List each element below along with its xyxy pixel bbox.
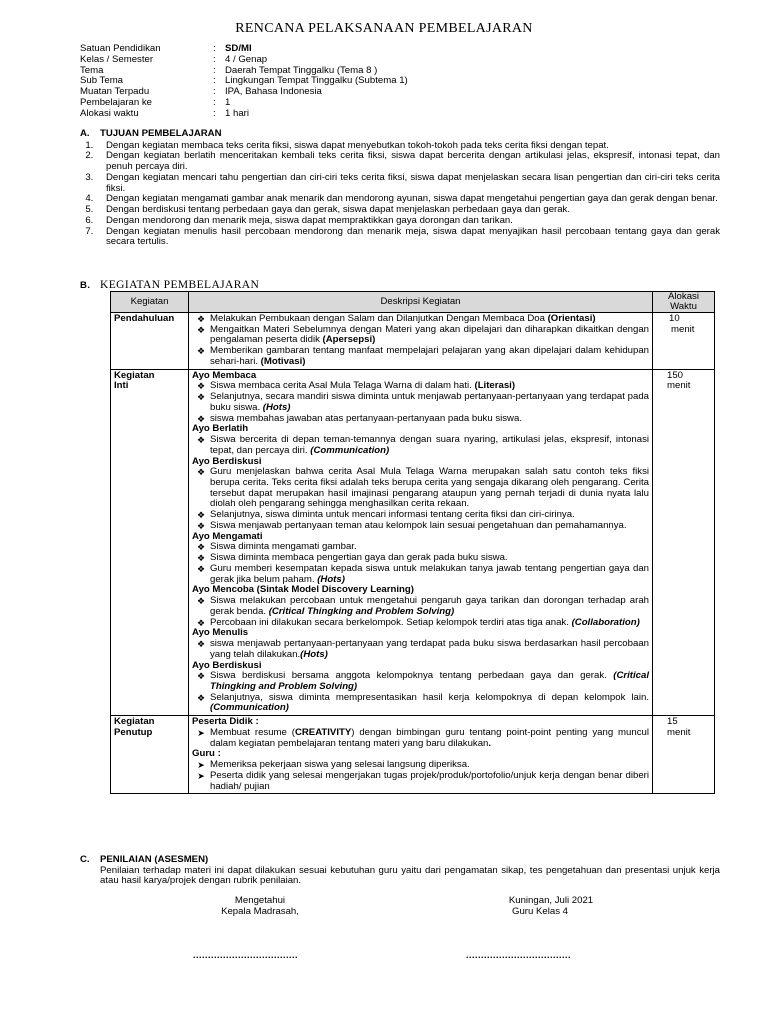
list-item: ❖ Memberikan gambaran tentang manfaat mempelajari pelajaran yang akan dipelajari dalam kehidupan sehari-hari. (Motivasi) (192, 346, 649, 367)
sub-heading: Ayo Mencoba (Sintak Model Discovery Learning) (192, 584, 414, 596)
diamond-bullet-icon: ❖ (196, 413, 206, 424)
diamond-bullet-icon: ❖ (196, 435, 206, 446)
stage-pendahuluan: Pendahuluan (111, 313, 189, 370)
info-value: Lingkungan Tempat Tinggalku (Subtema 1) (225, 75, 408, 87)
diamond-bullet-icon: ❖ (196, 639, 206, 650)
section-b-title: KEGIATAN PEMBELAJARAN (100, 279, 260, 291)
section-c-body: Penilaian terhadap materi ini dapat dilakukan sesuai kebutuhan guru yaitu dari pengamatan sikap, tes pengetahuan dan presentasi unjuk kerja atau hasil karya/projek dengan rubrik penilaian. (100, 864, 720, 887)
list-item: ❖ Siswa diminta mengamati gambar. (192, 542, 649, 553)
info-value: Daerah Tempat Tinggalku (Tema 8 ) (225, 64, 378, 76)
document-title: RENCANA PELAKSANAAN PEMBELAJARAN (235, 21, 533, 36)
activity-table (110, 291, 715, 794)
goal-number: 7. (80, 225, 94, 237)
info-label: Pembelajaran ke (80, 96, 152, 108)
desc-pendahuluan (189, 313, 653, 370)
goal-text: Dengan kegiatan menulis hasil percobaan mendorong dan menarik meja, siswa dapat menyajikan hasil percobaan tentang gaya dan gerak secara tertulis. (106, 225, 720, 248)
list-item: ➤ Peserta didik yang selesai mengerjakan tugas projek/produk/portofolio/unjuk kerja dengan benar diberi hadiah/ pujian (192, 771, 649, 792)
section-c-letter: C. (80, 854, 90, 865)
arrowhead-bullet-icon: ➤ (197, 770, 205, 781)
section-a-title: TUJUAN PEMBELAJARAN (100, 128, 222, 139)
info-value: 1 (225, 96, 231, 108)
diamond-bullet-icon: ❖ (196, 542, 206, 553)
alloc-penutup: 15 menit (653, 716, 715, 794)
diamond-bullet-icon: ❖ (196, 617, 206, 628)
goal-number: 4. (80, 193, 94, 205)
diamond-bullet-icon: ❖ (196, 692, 206, 703)
list-item: ❖ Mengaitkan Materi Sebelumnya dengan Materi yang akan dipelajari dan diharapkan dikaitkan dengan pengalaman peserta didik (Apersepsi) (192, 325, 649, 346)
goal-item (80, 216, 720, 227)
info-value: 1 hari (225, 107, 249, 119)
list-item: ❖ Siswa melakukan percobaan untuk mengetahui pengaruh gaya tarikan dan dorongan terhadap arah gerak benda. (Critical Thingking and Problem Solving) (192, 596, 649, 617)
sub-heading: Ayo Berdiskusi (192, 659, 262, 671)
goal-number: 6. (80, 214, 94, 226)
goal-text: Dengan berdiskusi tentang perbedaan gaya dan gerak, siswa dapat menjelaskan perbedaan gaya dan gerak. (106, 204, 571, 216)
diamond-bullet-icon: ❖ (196, 553, 206, 564)
alloc-inti: 150 menit (653, 369, 715, 716)
sub-heading: Ayo Mengamati (192, 530, 263, 542)
diamond-bullet-icon: ❖ (196, 324, 206, 335)
info-label: Alokasi waktu (80, 107, 139, 119)
info-value: SD/MI (225, 43, 252, 54)
info-row (80, 55, 720, 66)
goal-number: 2. (80, 150, 94, 162)
info-row (80, 98, 720, 109)
diamond-bullet-icon: ❖ (196, 381, 206, 392)
sub-heading: Ayo Menulis (192, 627, 249, 639)
list-item: ❖ Siswa menjawab pertanyaan teman atau kelompok lain sesuai pengetahuan dan pemahamannya. (192, 521, 649, 532)
section-penilaian (80, 855, 720, 887)
header-kegiatan: Kegiatan (111, 292, 189, 313)
section-tujuan (80, 129, 720, 248)
list-item: ❖ Siswa diminta membaca pengertian gaya dan gerak pada buku siswa. (192, 553, 649, 564)
sub-heading: Ayo Membaca (192, 369, 257, 381)
stage-penutup: Kegiatan Penutup (111, 716, 189, 794)
info-colon: : (213, 86, 216, 98)
list-item: ❖ Guru menjelaskan bahwa cerita Asal Mula Telaga Warna merupakan salah satu contoh teks fiksi berupa cerita. Teks cerita fiksi adalah teks berupa cerita yang sengaja dikarang oleh pengarang. Cerita tersebut dapat merupakan hasil imajinasi pengarang ataupun yang pernah terjadi di dunia nyata lalu diolah oleh pengarang sehingga menghasilkan cerita rekaan. (192, 467, 649, 510)
goal-number: 1. (80, 139, 94, 151)
header-deskripsi: Deskripsi Kegiatan (189, 292, 653, 313)
info-colon: : (213, 96, 216, 108)
goal-text: Dengan kegiatan mencari tahu pengertian dan ciri-ciri teks cerita fiksi, siswa dapat menjelaskan secara lisan pengertian dan ciri-ciri teks cerita fiksi. (106, 171, 720, 194)
list-item: ➤ Membuat resume (CREATIVITY) dengan bimbingan guru tentang point-point penting yang muncul dalam kegiatan pembelajaran tentang materi yang baru dilakukan. (192, 728, 649, 749)
arrowhead-bullet-icon: ➤ (197, 727, 205, 738)
diamond-bullet-icon: ❖ (196, 671, 206, 682)
diamond-bullet-icon: ❖ (196, 596, 206, 607)
list-item: ➤ Memeriksa pekerjaan siswa yang selesai langsung diperiksa. (192, 760, 649, 771)
table-header-row (111, 292, 715, 313)
list-item: ❖ siswa menjawab pertanyaan-pertanyaan yang terdapat pada buku siswa berdasarkan hasil percobaan yang telah dilakukan.(Hots) (192, 639, 649, 660)
info-row (80, 109, 720, 120)
goal-text: Dengan kegiatan berlatih menceritakan kembali teks cerita fiksi, siswa dapat bercerita dengan artikulasi jelas, ekspresif, intonasi tepat, dan penuh percaya diri. (106, 150, 720, 173)
desc-penutup (189, 716, 653, 794)
diamond-bullet-icon: ❖ (196, 467, 206, 478)
diamond-bullet-icon: ❖ (196, 510, 206, 521)
identity-block (80, 44, 720, 120)
desc-inti (189, 369, 653, 716)
section-a-heading (80, 129, 720, 140)
goal-item (80, 227, 720, 248)
goal-number: 3. (80, 171, 94, 183)
info-row (80, 87, 720, 98)
goal-text: Dengan kegiatan mengamati gambar anak menarik dan mendorong ayunan, siswa dapat mengetahui pengertian gaya dan gerak dengan benar. (106, 193, 718, 205)
goal-number: 5. (80, 204, 94, 216)
section-c-title: PENILAIAN (ASESMEN) (100, 854, 209, 865)
sub-heading: Guru : (192, 748, 221, 760)
table-row-penutup (111, 716, 715, 794)
section-kegiatan-heading (80, 279, 720, 292)
info-colon: : (213, 64, 216, 76)
sub-heading: Ayo Berdiskusi (192, 455, 262, 467)
diamond-bullet-icon: ❖ (196, 392, 206, 403)
signature-line-left: ................................... (193, 950, 299, 960)
info-colon: : (213, 43, 216, 54)
list-item: ❖ Melakukan Pembukaan dengan Salam dan Dilanjutkan Dengan Membaca Doa (Orientasi) (192, 314, 649, 325)
list-item: ❖ Selanjutnya, siswa diminta mempresentasikan hasil kerja kelompoknya di depan kelompok lain. (Communication) (192, 693, 649, 714)
info-label: Sub Tema (80, 75, 124, 87)
list-item: ❖ siswa membahas jawaban atas pertanyaan-pertanyaan pada buku siswa. (192, 414, 649, 425)
section-b-letter: B. (80, 280, 91, 291)
goal-list (80, 141, 720, 248)
list-item: ❖ Siswa membaca cerita Asal Mula Telaga Warna di dalam hati. (Literasi) (192, 381, 649, 392)
table-row-inti (111, 369, 715, 716)
list-item: ❖ Guru memberi kesempatan kepada siswa untuk melakukan tanya jawab tentang pengertian gaya dan gerak jika belum paham. (Hots) (192, 564, 649, 585)
signature-line-right: ................................... (466, 950, 572, 960)
table-row-pendahuluan (111, 313, 715, 370)
info-label: Satuan Pendidikan (80, 43, 161, 54)
stage-inti: Kegiatan Inti (111, 369, 189, 716)
info-colon: : (213, 53, 216, 65)
list-item: ❖ Percobaan ini dilakukan secara berkelompok. Setiap kelompok terdiri atas tiga anak. (Collaboration) (192, 618, 649, 629)
list-item: ❖ Selanjutnya, siswa diminta untuk mencari informasi tentang cerita fiksi dan ciri-cirinya. (192, 510, 649, 521)
diamond-bullet-icon: ❖ (196, 314, 206, 324)
info-label: Muatan Terpadu (80, 86, 150, 98)
info-colon: : (213, 75, 216, 87)
goal-text: Dengan kegiatan membaca teks cerita fiksi, siswa dapat menyebutkan tokoh-tokoh pada teks cerita fiksi dengan tepat. (106, 139, 609, 151)
alloc-pendahuluan: 10 menit (653, 313, 715, 370)
signature-headmaster: Mengetahui Kepala Madrasah, (221, 895, 299, 917)
arrowhead-bullet-icon: ➤ (197, 760, 205, 771)
sub-heading: Ayo Berlatih (192, 423, 249, 435)
diamond-bullet-icon: ❖ (196, 346, 206, 357)
list-item: ❖ Selanjutnya, secara mandiri siswa diminta untuk menjawab pertanyaan-pertanyaan yang terdapat pada buku siswa. (Hots) (192, 392, 649, 413)
section-a-letter: A. (80, 128, 90, 139)
info-row (80, 44, 720, 55)
sub-heading: Peserta Didik : (192, 716, 259, 728)
goal-text: Dengan mendorong dan menarik meja, siswa dapat mempraktikkan gaya dorongan dan tarikan. (106, 214, 513, 226)
goal-item (80, 173, 720, 194)
info-row (80, 76, 720, 87)
goal-item (80, 151, 720, 172)
info-value: IPA, Bahasa Indonesia (225, 86, 322, 98)
signature-teacher: Kuningan, Juli 2021 Guru Kelas 4 (508, 895, 594, 917)
info-label: Tema (80, 64, 104, 76)
header-alokasi: Alokasi Waktu (653, 292, 715, 313)
info-value: 4 / Genap (225, 53, 268, 65)
info-label: Kelas / Semester (80, 53, 154, 65)
diamond-bullet-icon: ❖ (196, 520, 206, 531)
info-colon: : (213, 107, 216, 119)
list-item: ❖ Siswa bercerita di depan teman-temannya dengan suara nyaring, artikulasi jelas, ekspresif, intonasi tepat, dan percaya diri. (Communication) (192, 435, 649, 456)
diamond-bullet-icon: ❖ (196, 563, 206, 574)
list-item: ❖ Siswa berdiskusi bersama anggota kelompoknya tentang perbedaan gaya dan gerak. (Critical Thingking and Problem Solving) (192, 671, 649, 692)
